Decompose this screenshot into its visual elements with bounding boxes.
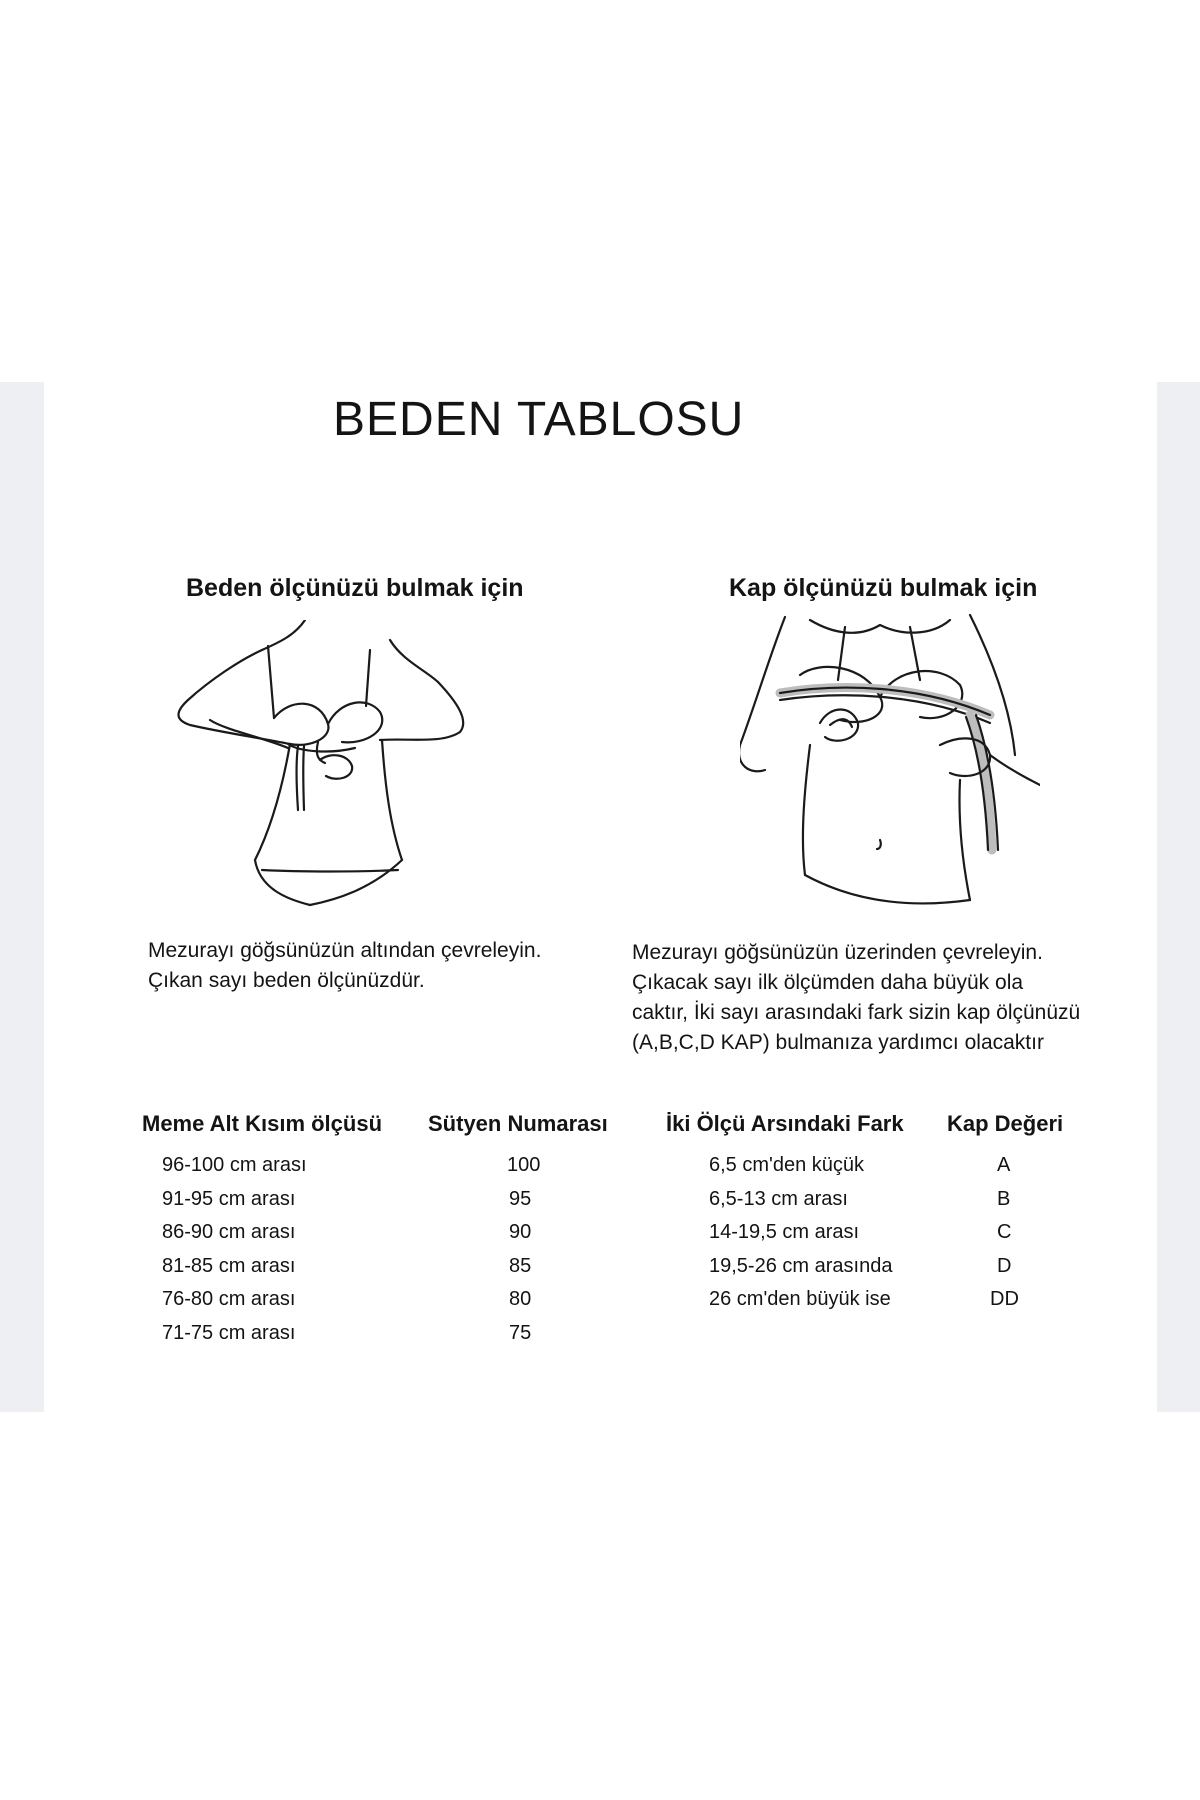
bra-size-cell: 95 <box>509 1188 532 1210</box>
difference-cell: 6,5-13 cm arası <box>709 1188 848 1210</box>
instruction-line: caktır, İki sayı arasındaki fark sizin kap ölçünüzü <box>632 1001 1081 1024</box>
bra-size-column-header: Sütyen Numarası <box>428 1111 608 1136</box>
bra-size-cell: 85 <box>509 1255 532 1277</box>
underbust-cell: 71-75 cm arası <box>162 1322 296 1344</box>
cup-value-cell: B <box>997 1188 1011 1210</box>
overbust-measure-illustration <box>740 605 1040 910</box>
cup-value-column-header: Kap Değeri <box>947 1111 1064 1136</box>
underbust-cell: 81-85 cm arası <box>162 1255 296 1277</box>
instruction-line: Mezurayı göğsünüzün üzerinden çevreleyin. <box>632 941 1043 964</box>
cup-value-cell: A <box>997 1154 1011 1176</box>
band-size-heading: Beden ölçünüzü bulmak için <box>186 574 524 602</box>
left-gray-strip <box>0 382 44 1412</box>
underbust-cell: 96-100 cm arası <box>162 1154 307 1176</box>
difference-cell: 19,5-26 cm arasında <box>709 1255 893 1277</box>
underbust-column-header: Meme Alt Kısım ölçüsü <box>142 1111 383 1136</box>
difference-cell: 14-19,5 cm arası <box>709 1221 860 1243</box>
instruction-line: Çıkan sayı beden ölçünüzdür. <box>148 969 425 992</box>
underbust-cell: 76-80 cm arası <box>162 1288 296 1310</box>
cup-instructions <box>632 938 1122 1058</box>
right-gray-strip <box>1157 382 1200 1412</box>
difference-column-header: İki Ölçü Arsındaki Fark <box>666 1111 904 1136</box>
underbust-instructions <box>148 936 608 996</box>
difference-cell: 26 cm'den büyük ise <box>709 1288 891 1310</box>
cup-value-cell: D <box>997 1255 1012 1277</box>
bra-size-cell: 75 <box>509 1322 532 1344</box>
underbust-cell: 91-95 cm arası <box>162 1188 296 1210</box>
cup-size-heading: Kap ölçünüzü bulmak için <box>729 574 1038 602</box>
difference-cell: 6,5 cm'den küçük <box>709 1154 865 1176</box>
cup-value-cell: C <box>997 1221 1012 1243</box>
bra-size-cell: 80 <box>509 1288 532 1310</box>
page-title: BEDEN TABLOSU <box>333 393 745 446</box>
bra-size-cell: 90 <box>509 1221 532 1243</box>
cup-value-cell: DD <box>990 1288 1019 1310</box>
instruction-line: Mezurayı göğsünüzün altından çevreleyin. <box>148 939 542 962</box>
underbust-cell: 86-90 cm arası <box>162 1221 296 1243</box>
instruction-line: Çıkacak sayı ilk ölçümden daha büyük ola <box>632 971 1024 994</box>
bra-size-cell: 100 <box>507 1154 541 1176</box>
instruction-line: (A,B,C,D KAP) bulmanıza yardımcı olacaktır <box>632 1031 1044 1054</box>
underbust-measure-illustration <box>170 620 480 910</box>
